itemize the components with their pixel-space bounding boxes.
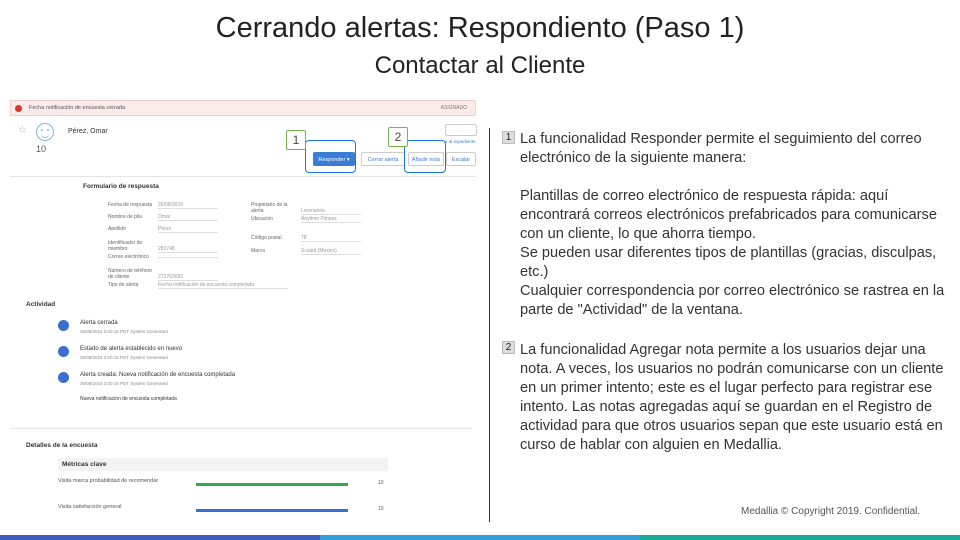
alert-status: ASIGNADO bbox=[440, 105, 467, 111]
page-title: Cerrando alertas: Respondiento (Paso 1) bbox=[215, 12, 745, 44]
screenshot-panel: Fecha notificación de encuesta cerrada ASIGNADO ☆ 10 Pérez, Omar ir al expediente Responder ▾ Cerrar alerta Añadir nota Escalar 1 2 Formulario de respuesta Fecha de respuesta 26/08/2016 Nombre de pila Omar Apellido Pérez Identificador de miembro 283748 Correo electrónico Número de teléfono de cliente 272763682 Tipo de alerta Fecha notificación de encuesta completada Propietario de la alerta Lorenanna Ubicación Anytime Fitness Código postal 78 Marca Scaled (Mexico) Actividad Alerta cerrada 26/08/2016 3:00:15 PDT System Generated Estado de alerta establecido en nuevo 26/08/2016 3:00:15 PDT System Generated Alerta creada: Nueva notificación de encuesta completada 26/08/2016 3:00:15 PDT System Generated Nueva notificación de encuesta completada Detalles de la encuesta Métricas clave Visita marca probabilidad de recomendar 10 Visita satisfacción general 10 bbox=[8, 98, 478, 520]
footer-bar-3 bbox=[640, 535, 960, 540]
add-note-highlight bbox=[404, 140, 446, 173]
activity-icon bbox=[58, 372, 69, 383]
close-alert-button[interactable]: Cerrar alerta bbox=[361, 152, 405, 166]
star-icon[interactable]: ☆ bbox=[18, 125, 27, 136]
explanation-1: La funcionalidad Responder permite el seguimiento del correo electrónico de la siguiente manera: Plantillas de correo electrónico de respuesta rápida: aquí encontrará correos electrónicos prefabricados para comunicarse con un cliente, lo que ahorra tiempo. Se pueden usar diferentes tipos de plantillas (gracias, disculpas, etc.) Cualquier correspondencia por correo electrónico se rastrea en la parte de "Actividad" de la ventana. bbox=[520, 131, 945, 318]
page-subtitle: Contactar al Cliente bbox=[374, 52, 586, 79]
metric-row: Visita marca probabilidad de recomendar 10 bbox=[58, 478, 384, 486]
divider bbox=[10, 176, 476, 177]
metric-bar bbox=[196, 509, 348, 512]
form-row: Correo electrónico bbox=[108, 254, 218, 260]
activity-title: Actividad bbox=[26, 301, 56, 308]
form-section-title: Formulario de respuesta bbox=[83, 183, 159, 190]
survey-title: Detalles de la encuesta bbox=[26, 442, 98, 449]
marker-2: 2 bbox=[388, 127, 408, 147]
add-note-button[interactable]: Añadir nota bbox=[408, 152, 444, 166]
form-row: Tipo de alerta Fecha notificación de encuesta completada bbox=[108, 282, 288, 289]
alert-bar-text: Fecha notificación de encuesta cerrada bbox=[29, 105, 126, 111]
form-row: Código postal 78 bbox=[251, 235, 361, 242]
form-row: Propietario de la alerta Lorenanna bbox=[251, 202, 361, 215]
respond-highlight bbox=[305, 140, 356, 173]
nav-arrows[interactable] bbox=[445, 124, 477, 136]
form-row: Fecha de respuesta 26/08/2016 bbox=[108, 202, 218, 209]
form-row: Apellido Pérez bbox=[108, 226, 218, 233]
metrics-header: Métricas clave bbox=[58, 458, 388, 471]
explanation-2: La funcionalidad Agregar nota permite a los usuarios dejar una nota. A veces, los usuarios no podrán comunicarse con un cliente en un primer intento; este es el lugar perfecto para registrar ese intento. Las notas agregadas aquí se guardan en el Registro de actividad para que otros usuarios sepan que este usuario está en curso de hablar con alguien en Medallia. bbox=[520, 342, 944, 453]
activity-icon bbox=[58, 320, 69, 331]
badge-1: 1 bbox=[502, 131, 515, 144]
divider bbox=[10, 428, 472, 429]
marker-1: 1 bbox=[286, 130, 306, 150]
metric-bar bbox=[196, 483, 348, 486]
form-row: Ubicación Anytime Fitness bbox=[251, 216, 361, 223]
copyright: Medallia © Copyright 2019. Confidential. bbox=[741, 506, 921, 517]
form-row: Nombre de pila Omar bbox=[108, 214, 218, 221]
alert-icon bbox=[15, 105, 22, 112]
activity-icon bbox=[58, 346, 69, 357]
score-value: 10 bbox=[36, 144, 47, 154]
form-row: Marca Scaled (Mexico) bbox=[251, 248, 361, 255]
smiley-icon bbox=[36, 123, 54, 141]
form-row: Número de teléfono de cliente 272763682 bbox=[108, 268, 218, 281]
form-row: Identificador de miembro 283748 bbox=[108, 240, 218, 253]
expediente-link[interactable]: ir al expediente bbox=[445, 139, 476, 144]
footer-bar-2 bbox=[320, 535, 640, 540]
escalate-button[interactable]: Escalar bbox=[446, 152, 476, 166]
metric-row: Visita satisfacción general 10 bbox=[58, 504, 384, 512]
respond-button[interactable]: Responder ▾ bbox=[313, 152, 355, 166]
footer-bar-1 bbox=[0, 535, 320, 540]
customer-name[interactable]: Pérez, Omar bbox=[68, 128, 108, 135]
alert-bar bbox=[10, 100, 476, 116]
vertical-divider bbox=[489, 128, 490, 522]
badge-2: 2 bbox=[502, 341, 515, 354]
